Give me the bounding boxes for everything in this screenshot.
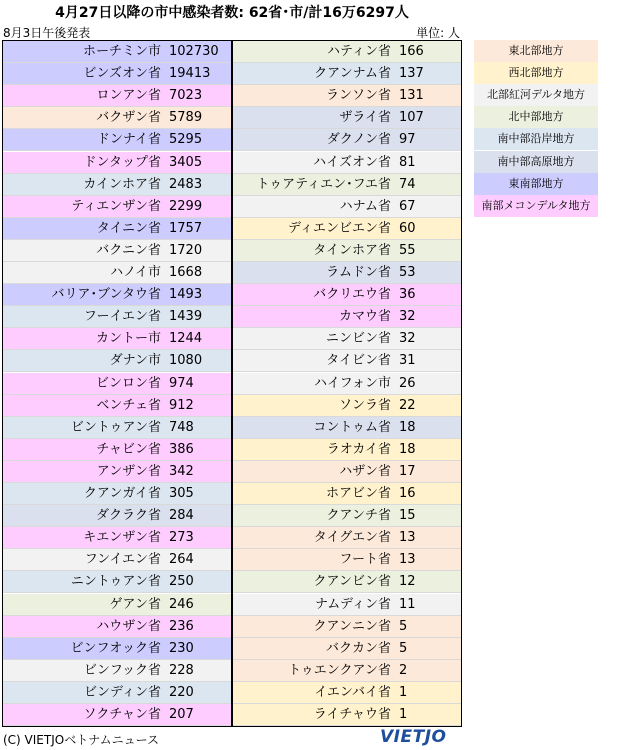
- case-table: [2, 40, 462, 727]
- table-row: [3, 527, 231, 549]
- case-count: 5: [399, 618, 408, 634]
- province-name: ラムドン省: [326, 265, 391, 280]
- case-count: 1757: [169, 220, 203, 236]
- province-name: クアンチ省: [326, 508, 391, 524]
- province-name: カインホア省: [83, 176, 161, 192]
- province-name: キエンザン省: [83, 530, 161, 546]
- case-count: 342: [169, 463, 194, 479]
- case-count: 305: [169, 486, 194, 501]
- province-name: ビンロン省: [95, 375, 161, 391]
- table-row: [233, 594, 461, 616]
- case-count: 220: [169, 684, 194, 700]
- province-name: チャビン省: [96, 441, 161, 457]
- table-row: [233, 107, 461, 129]
- case-count: 1493: [169, 287, 203, 303]
- table-row: [3, 328, 231, 350]
- table-row: [233, 571, 461, 593]
- case-count: 18: [399, 441, 416, 457]
- table-row: [3, 594, 231, 616]
- province-name: ライチャウ省: [313, 707, 391, 722]
- case-count: 97: [399, 132, 416, 148]
- table-row: [233, 682, 461, 704]
- table-row: [3, 129, 231, 151]
- province-name: クアンナム省: [314, 66, 391, 82]
- case-count: 31: [399, 353, 416, 369]
- province-name: トゥアティエン･フエ省: [256, 176, 391, 192]
- province-name: アンザン省: [96, 463, 161, 479]
- table-row: [233, 505, 461, 527]
- table-row: [3, 63, 231, 85]
- province-name: フーイエン省: [83, 309, 161, 325]
- table-row: [3, 218, 231, 240]
- case-count: 3405: [169, 154, 203, 170]
- table-row: [233, 218, 461, 240]
- case-count: 1080: [169, 353, 203, 369]
- case-count: 81: [399, 154, 416, 170]
- case-count: 19413: [169, 66, 211, 82]
- province-name: ディエンビエン省: [288, 220, 391, 236]
- case-count: 1244: [169, 331, 203, 347]
- case-count: 16: [399, 486, 416, 501]
- case-count: 74: [399, 176, 416, 192]
- table-row: [3, 660, 231, 682]
- province-name: ビンズオン省: [83, 66, 161, 82]
- table-row: [3, 682, 231, 704]
- province-name: バクリエウ省: [313, 287, 391, 303]
- table-row: [3, 373, 231, 395]
- case-count: 17: [399, 463, 416, 479]
- case-count: 228: [169, 662, 194, 678]
- province-name: フート省: [339, 552, 391, 568]
- table-row: [233, 152, 461, 174]
- province-name: フンイエン省: [84, 552, 161, 568]
- province-name: タイビン省: [326, 353, 391, 369]
- province-name: バクカン省: [325, 640, 391, 656]
- table-row: [233, 439, 461, 461]
- province-name: ラオカイ省: [326, 441, 391, 457]
- province-name: ベンチェ省: [96, 397, 161, 413]
- case-count: 246: [169, 596, 194, 612]
- table-row: [3, 107, 231, 129]
- table-row: [233, 549, 461, 571]
- province-name: バクニン省: [96, 242, 161, 258]
- legend-item: 北中部地方: [474, 106, 598, 128]
- case-count: 207: [169, 707, 194, 722]
- table-row: [233, 638, 461, 660]
- table-row: [233, 395, 461, 417]
- table-row: [3, 196, 231, 218]
- province-name: ダクラク省: [95, 508, 161, 524]
- province-name: ドンナイ省: [96, 132, 161, 148]
- province-name: ビンディン省: [84, 684, 161, 700]
- province-name: ビンフック省: [83, 662, 161, 678]
- table-row: [233, 306, 461, 328]
- table-row: [3, 571, 231, 593]
- table-row: [3, 704, 231, 726]
- table-row: [233, 41, 461, 63]
- table-row: [233, 350, 461, 372]
- table-row: [233, 527, 461, 549]
- case-count: 26: [399, 375, 416, 391]
- table-row: [233, 240, 461, 262]
- case-count: 386: [169, 441, 194, 457]
- case-count: 912: [169, 397, 194, 413]
- table-row: [233, 284, 461, 306]
- case-count: 5: [399, 640, 408, 656]
- unit-note: 単位: 人: [416, 26, 460, 40]
- table-row: [233, 196, 461, 218]
- table-row: [233, 174, 461, 196]
- case-count: 5789: [169, 110, 203, 126]
- case-count: 284: [169, 508, 194, 524]
- province-name: ソンラ省: [338, 397, 391, 413]
- province-name: ハザン省: [339, 463, 391, 479]
- case-count: 1439: [169, 309, 203, 325]
- table-row: [3, 174, 231, 196]
- table-row: [233, 461, 461, 483]
- province-name: コントゥム省: [313, 419, 391, 435]
- table-row: [233, 483, 461, 505]
- table-row: [3, 306, 231, 328]
- table-row: [233, 660, 461, 682]
- table-row: [233, 129, 461, 151]
- case-count: 15: [399, 508, 416, 524]
- table-row: [3, 505, 231, 527]
- case-count: 11: [399, 596, 416, 612]
- case-count: 2299: [169, 198, 203, 214]
- province-name: ティエンザン省: [71, 198, 161, 214]
- case-count: 236: [169, 618, 194, 634]
- table-row: [233, 373, 461, 395]
- case-count: 55: [399, 242, 416, 258]
- table-row: [3, 350, 231, 372]
- case-count: 36: [399, 287, 416, 303]
- table-row: [3, 549, 231, 571]
- table-row: [233, 328, 461, 350]
- province-name: カマウ省: [338, 309, 391, 325]
- page-title: 4月27日以降の市中感染者数: 62省･市/計16万6297人: [55, 5, 409, 21]
- table-row: [3, 41, 231, 63]
- province-name: バリア･ブンタウ省: [51, 287, 161, 303]
- table-row: [3, 152, 231, 174]
- legend-item: 東北部地方: [474, 40, 598, 62]
- case-count: 264: [169, 552, 194, 568]
- table-row: [3, 616, 231, 638]
- table-row: [233, 417, 461, 439]
- province-name: イエンバイ省: [314, 684, 391, 700]
- date-note: 8月3日午後発表: [3, 26, 91, 40]
- case-count: 13: [399, 552, 416, 568]
- province-name: ロンアン省: [96, 88, 161, 104]
- province-name: ダナン市: [109, 353, 161, 369]
- case-count: 67: [399, 198, 416, 214]
- case-count: 131: [399, 88, 424, 104]
- case-count: 32: [399, 309, 416, 325]
- province-name: ビンフオック省: [70, 640, 161, 656]
- province-name: ニンビン省: [325, 331, 391, 347]
- province-name: クアンビン省: [313, 574, 391, 590]
- province-name: カントー市: [95, 331, 161, 347]
- province-name: ソクチャン省: [83, 707, 161, 722]
- province-name: クアンガイ省: [83, 486, 161, 501]
- province-name: ランソン省: [325, 88, 391, 104]
- province-name: タイグエン省: [313, 530, 391, 546]
- table-row: [3, 240, 231, 262]
- case-count: 60: [399, 220, 416, 236]
- case-count: 53: [399, 265, 416, 280]
- case-count: 32: [399, 331, 416, 347]
- province-name: タインホア省: [313, 242, 391, 258]
- province-name: バクザン省: [96, 110, 161, 126]
- province-name: タイニン省: [96, 220, 161, 236]
- province-name: クアンニン省: [313, 618, 391, 634]
- case-count: 102730: [169, 44, 219, 59]
- province-name: ドンタップ省: [83, 154, 161, 170]
- table-row: [233, 63, 461, 85]
- case-count: 1720: [169, 242, 203, 258]
- case-count: 273: [169, 530, 194, 546]
- legend-item: 南中部高原地方: [474, 151, 598, 173]
- case-count: 12: [399, 574, 416, 590]
- case-count: 748: [169, 419, 194, 435]
- province-name: ニントゥアン省: [70, 574, 161, 590]
- legend-item: 東南部地方: [474, 173, 598, 195]
- province-name: ハティン省: [327, 44, 391, 59]
- case-count: 1668: [169, 265, 203, 280]
- province-name: トゥエンクアン省: [288, 662, 391, 678]
- table-row: [3, 395, 231, 417]
- case-count: 974: [169, 375, 194, 391]
- table-row: [233, 262, 461, 284]
- vietjo-logo: VIETJO: [380, 727, 447, 747]
- table-row: [3, 439, 231, 461]
- province-name: ゲアン省: [109, 596, 161, 612]
- case-count: 13: [399, 530, 416, 546]
- table-row: [233, 616, 461, 638]
- table-row: [233, 704, 461, 726]
- legend-item: 北部紅河デルタ地方: [474, 84, 598, 106]
- case-count: 166: [399, 44, 424, 59]
- case-count: 18: [399, 419, 416, 435]
- province-name: ハウザン省: [96, 618, 161, 634]
- table-row: [3, 85, 231, 107]
- province-name: ナムディン省: [314, 596, 391, 612]
- province-name: ビントゥアン省: [70, 419, 161, 435]
- province-name: ホーチミン市: [82, 44, 161, 59]
- legend-item: 南部メコンデルタ地方: [474, 195, 598, 217]
- province-name: ダクノン省: [326, 132, 391, 148]
- table-row: [3, 461, 231, 483]
- legend-item: 西北部地方: [474, 62, 598, 84]
- table-row: [3, 284, 231, 306]
- case-count: 1: [399, 684, 408, 700]
- table-row: [3, 638, 231, 660]
- case-count: 1: [399, 707, 408, 722]
- case-count: 7023: [169, 88, 203, 104]
- case-count: 2483: [169, 176, 203, 192]
- case-count: 250: [169, 574, 194, 590]
- table-row: [3, 262, 231, 284]
- copyright-footer: (C) VIETJOベトナムニュース: [3, 733, 160, 747]
- table-row: [233, 85, 461, 107]
- case-count: 107: [399, 110, 424, 126]
- case-count: 22: [399, 397, 416, 413]
- case-count: 230: [169, 640, 194, 656]
- province-name: ホアビン省: [325, 486, 391, 501]
- province-name: ハナム省: [339, 198, 391, 214]
- case-count: 137: [399, 66, 424, 82]
- case-count: 5295: [169, 132, 203, 148]
- legend-item: 南中部沿岸地方: [474, 128, 598, 150]
- province-name: ハイズオン省: [313, 154, 391, 170]
- province-name: ハイフォン市: [314, 375, 391, 391]
- province-name: ザライ省: [339, 110, 391, 126]
- province-name: ハノイ市: [110, 265, 161, 280]
- case-count: 2: [399, 662, 408, 678]
- table-row: [3, 483, 231, 505]
- table-row: [3, 417, 231, 439]
